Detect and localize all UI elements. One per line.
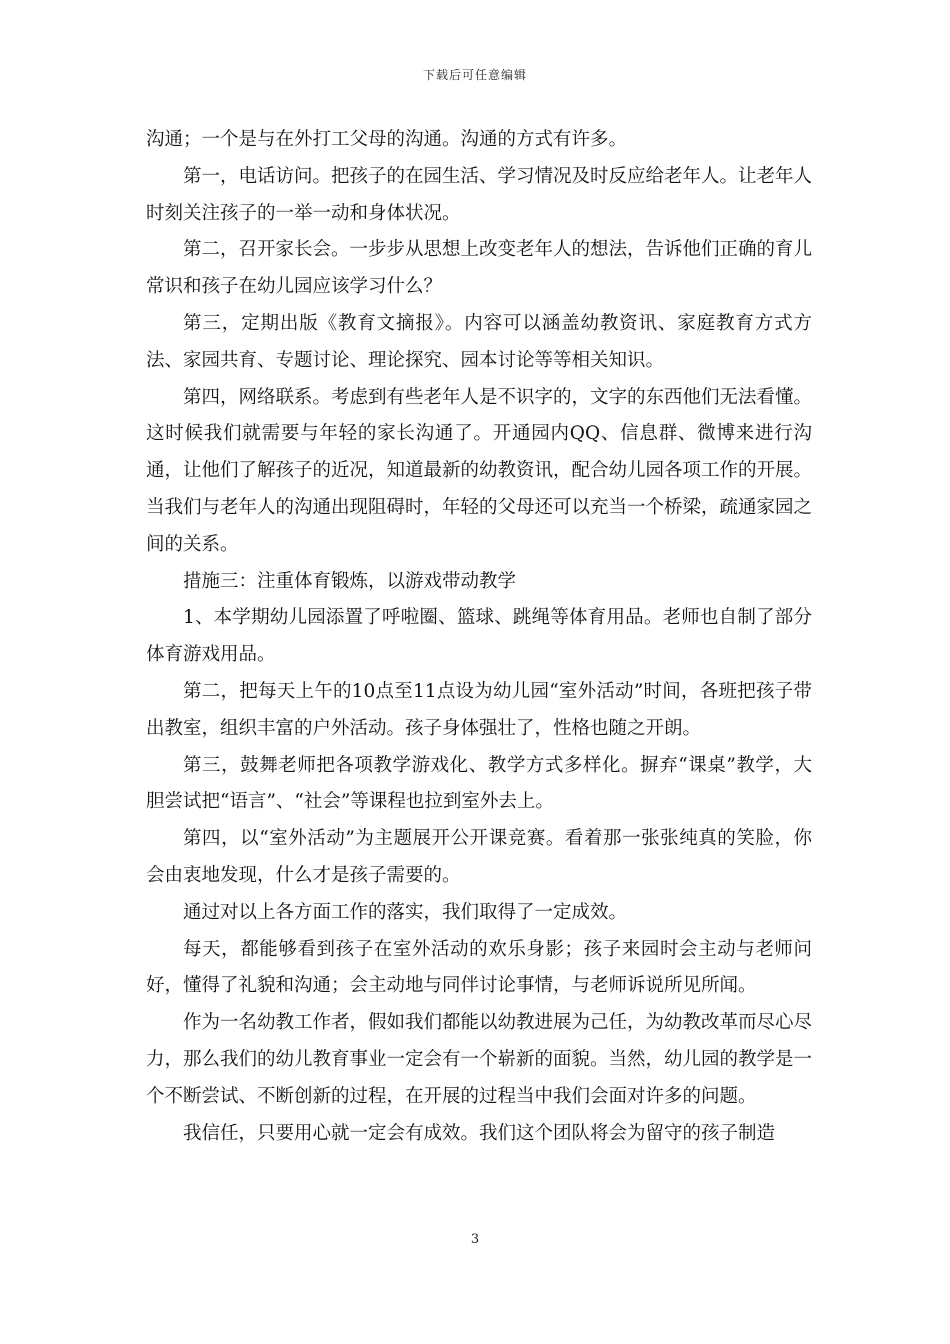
paragraph-gamified-teaching: 第三，鼓舞老师把各项教学游戏化、教学方式多样化。摒弃“课桌”教学，大胆尝试把“语言”、“社会”等课程也拉到室外去上。: [146, 754, 812, 813]
page-header: 下载后可任意编辑: [422, 68, 527, 82]
paragraph-open-class-contest: 第四，以“室外活动”为主题展开公开课竞赛。看着那一张张纯真的笑脸，你会由衷地发现，什么才是孩子需要的。: [146, 828, 812, 886]
paragraph-closing: 我信任，只要用心就一定会有成效。我们这个团队将会为留守的孩子制造: [183, 1122, 776, 1144]
paragraph-network-contact: 第四，网络联系。考虑到有些老年人是不识字的，文字的东西他们无法看懂。这时候我们就需要与年轻的家长沟通了。开通园内QQ、信息群、微博来进行沟通，让他们了解孩子的近况，知道最新的幼教资讯，配合幼儿园各项工作的开展。当我们与老年人的沟通出现阻碍时，年轻的父母还可以充当一个桥梁，疏通家园之间的关系。: [146, 386, 813, 555]
paragraph-continuation: 沟通；一个是与在外打工父母的沟通。沟通的方式有许多。: [146, 129, 628, 150]
document-body: [146, 122, 812, 1152]
paragraph-parent-meeting: 第二，召开家长会。一步步从思想上改变老年人的想法，告诉他们正确的育儿常识和孩子在幼儿园应该学习什么？: [146, 239, 813, 298]
paragraph-daily-results: 每天，都能够看到孩子在室外活动的欢乐身影；孩子来园时会主动与老师问好，懂得了礼貌和沟通；会主动地与同伴讨论事情，与老师诉说所见所闻。: [146, 938, 812, 997]
section-heading-measure-three: 措施三：注重体育锻炼，以游戏带动教学: [183, 570, 517, 592]
paragraph-educator-reflection: 作为一名幼教工作者，假如我们都能以幼教进展为己任，为幼教改革而尽心尽力，那么我们的幼儿教育事业一定会有一个崭新的面貌。当然，幼儿园的教学是一个不断尝试、不断创新的过程，在开展的过程当中我们会面对许多的问题。: [146, 1012, 813, 1107]
paragraph-sports-equipment: 1、本学期幼儿园添置了呼啦圈、篮球、跳绳等体育用品。老师也自制了部分体育游戏用品。: [146, 607, 812, 666]
paragraph-results-intro: 通过对以上各方面工作的落实，我们取得了一定成效。: [183, 901, 628, 923]
paragraph-phone-visit: 第一，电话访问。把孩子的在园生活、学习情况及时反应给老年人。让老年人时刻关注孩子的一举一动和身体状况。: [146, 165, 813, 224]
page-number: 3: [470, 1232, 480, 1247]
paragraph-newsletter: 第三，定期出版《教育文摘报》。内容可以涵盖幼教资讯、家庭教育方式方法、家园共育、专题讨论、理论探究、园本讨论等等相关知识。: [146, 312, 812, 371]
paragraph-outdoor-time: 第二，把每天上午的10点至11点设为幼儿园“室外活动”时间，各班把孩子带出教室，组织丰富的户外活动。孩子身体强壮了，性格也随之开朗。: [146, 680, 812, 739]
